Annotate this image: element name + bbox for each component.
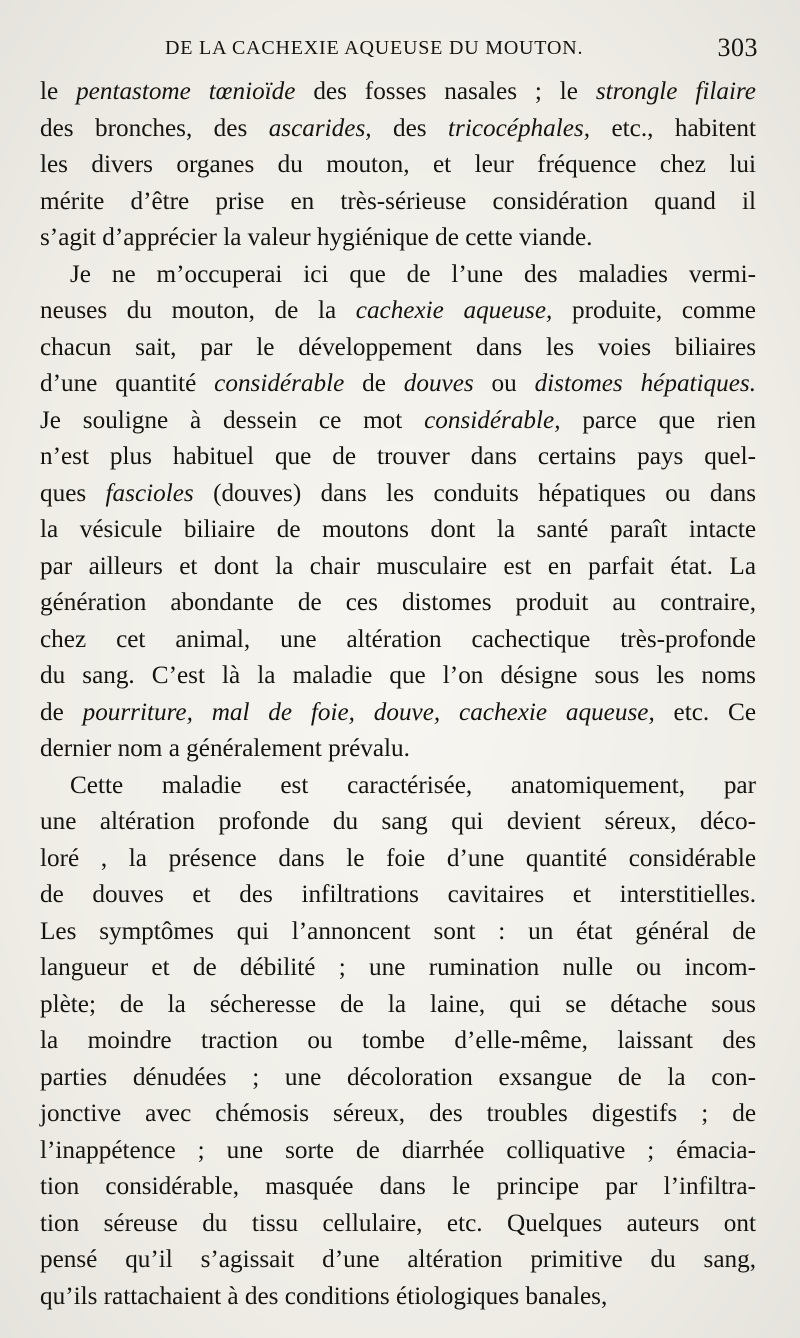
text-line: l’inappétence ; une sorte de diarrhée colliquative ; émacia- xyxy=(40,1136,756,1164)
text-line: la moindre traction ou tombe d’elle-même, laissant des xyxy=(40,1027,756,1054)
text-line: du sang. C’est là la maladie que l’on désigne sous les noms xyxy=(40,662,756,689)
text-line: des bronches, des ascarides, des tricocéphales, etc., habitent xyxy=(40,114,756,142)
text-line: Les symptômes qui l’annoncent sont : un état général de xyxy=(40,917,756,945)
text-line: Je ne m’occuperai ici que de l’une des maladies vermi- xyxy=(70,260,756,288)
text-line: s’agit d’apprécier la valeur hygiénique de cette viande. xyxy=(40,224,593,251)
paragraph xyxy=(40,257,756,768)
page-number: 303 xyxy=(717,33,758,62)
text-line: ques fascioles (douves) dans les conduits hépatiques ou dans xyxy=(40,479,757,507)
text-line: par ailleurs et dont la chair musculaire est en parfait état. La xyxy=(40,552,756,580)
text-line: loré , la présence dans le foie d’une quantité considérable xyxy=(40,844,756,872)
text-line: parties dénudées ; une décoloration exsangue de la con- xyxy=(40,1063,756,1091)
text-line: Je souligne à dessein ce mot considérable, parce que rien xyxy=(40,406,756,434)
text-line: de douves et des infiltrations cavitaires et interstitielles. xyxy=(40,881,756,908)
running-title: DE LA CACHEXIE AQUEUSE DU MOUTON. xyxy=(165,37,584,59)
text-line: n’est plus habituel que de trouver dans certains pays quel- xyxy=(40,443,756,470)
text-line: la vésicule biliaire de moutons dont la santé paraît intacte xyxy=(40,516,756,543)
text-line: les divers organes du mouton, et leur fréquence chez lui xyxy=(40,151,756,178)
page-header xyxy=(40,30,760,70)
text-line: dernier nom a généralement prévalu. xyxy=(40,735,410,762)
text-line: qu’ils rattachaient à des conditions étiologiques banales, xyxy=(40,1282,608,1310)
text-line: tion séreuse du tissu cellulaire, etc. Quelques auteurs ont xyxy=(40,1209,756,1237)
text-line: mérite d’être prise en très-sérieuse considération quand il xyxy=(40,187,756,215)
text-line: d’une quantité considérable de douves ou distomes hépatiques. xyxy=(40,370,756,397)
text-line: plète; de la sécheresse de la laine, qui se détache sous xyxy=(40,990,756,1018)
text-line: Cette maladie est caractérisée, anatomiquement, par xyxy=(70,771,756,799)
paragraph xyxy=(40,768,756,1316)
text-line: chez cet animal, une altération cachectique très-profonde xyxy=(40,625,756,653)
text-line: chacun sait, par le développement dans les voies biliaires xyxy=(40,333,756,361)
text-line: le pentastome tœnioïde des fosses nasales ; le strongle filaire xyxy=(40,78,756,105)
text-line: jonctive avec chémosis séreux, des troubles digestifs ; de xyxy=(40,1100,756,1127)
text-line: neuses du mouton, de la cachexie aqueuse, produite, comme xyxy=(40,297,756,324)
text-line: de pourriture, mal de foie, douve, cachexie aqueuse, etc. Ce xyxy=(40,698,757,726)
text-line: tion considérable, masquée dans le principe par l’infiltra- xyxy=(40,1173,756,1200)
body-text xyxy=(40,74,756,1315)
text-line: une altération profonde du sang qui devient séreux, déco- xyxy=(40,808,756,835)
text-line: génération abondante de ces distomes produit au contraire, xyxy=(40,589,756,616)
paragraph xyxy=(40,74,756,257)
text-line: langueur et de débilité ; une rumination nulle ou incom- xyxy=(40,954,756,981)
text-line: pensé qu’il s’agissait d’une altération primitive du sang, xyxy=(40,1246,756,1273)
